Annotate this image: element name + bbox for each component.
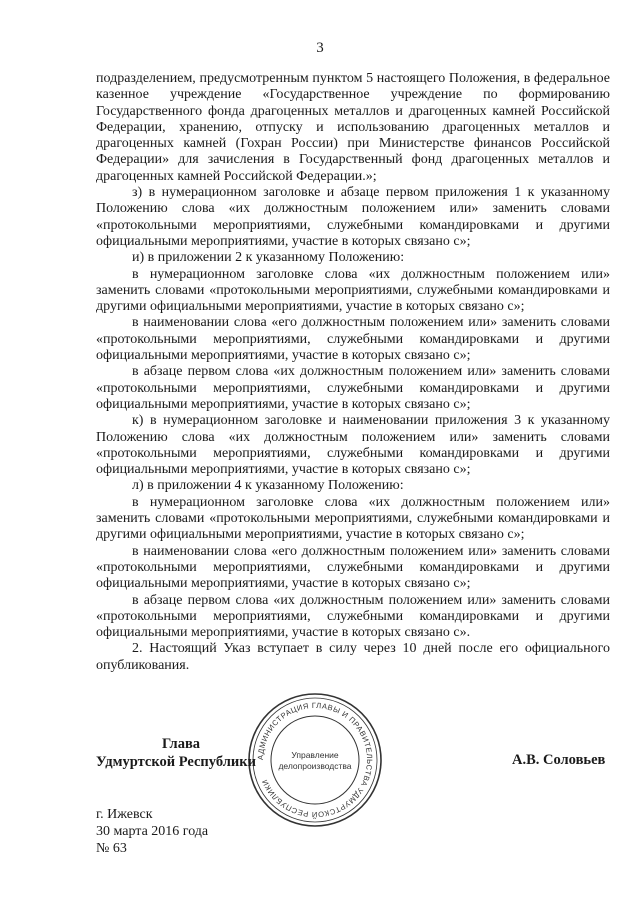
seal-ring-text: АДМИНИСТРАЦИЯ ГЛАВЫ И ПРАВИТЕЛЬСТВА УДМУРТСКОЙ РЕСПУБЛИКИ <box>255 700 375 820</box>
signatory-name: А.В. Соловьев <box>512 752 606 768</box>
paragraph: в абзаце первом слова «их должностным положением или» заменить словами «протокольными мероприятиями, служебными командировками и другими официальными мероприятиями, участие в которых связано с»; <box>96 364 610 412</box>
signatory-title <box>96 735 286 771</box>
paragraph: к) в нумерационном заголовке и наименовании приложения 3 к указанному Положению слова «их должностным положением или» заменить словами «протокольными мероприятиями, служебными командировками и другими официальными мероприятиями, участие в которых связано с»; <box>96 413 610 478</box>
signatory-title-line1: Глава <box>161 736 201 752</box>
paragraph: л) в приложении 4 к указанному Положению: <box>132 478 404 494</box>
paragraph: в абзаце первом слова «их должностным положением или» заменить словами «протокольными мероприятиями, служебными командировками и другими официальными мероприятиями, участие в которых связано с». <box>96 592 610 641</box>
city: г. Ижевск <box>96 807 153 822</box>
paragraph: и) в приложении 2 к указанному Положению: <box>132 250 405 266</box>
signatory-title-line2: Удмуртской Республики <box>96 754 256 770</box>
seal-center-line1: Управление <box>291 750 339 760</box>
document-date: 30 марта 2016 года <box>96 824 209 839</box>
document-footer <box>96 806 208 857</box>
page-number: 3 <box>316 40 324 56</box>
paragraph: в нумерационном заголовке слова «их должностным положением или» заменить словами «протокольными мероприятиями, служебными командировками и другими официальными мероприятиями, участие в которых связано с»; <box>96 266 610 315</box>
paragraph: в наименовании слова «его должностным положением или» заменить словами «протокольными мероприятиями, служебными командировками и другими официальными мероприятиями, участие в которых связано с»; <box>96 543 610 592</box>
seal-center-line2: делопроизводства <box>278 761 352 771</box>
document-body <box>96 71 610 674</box>
paragraph: 2. Настоящий Указ вступает в силу через 10 дней после его официального опубликования. <box>96 641 610 673</box>
paragraph: в нумерационном заголовке слова «их должностным положением или» заменить словами «протокольными мероприятиями, служебными командировками и другими официальными мероприятиями, участие в которых связано с»; <box>96 494 610 543</box>
paragraph: в наименовании слова «его должностным положением или» заменить словами «протокольными мероприятиями, служебными командировками и другими официальными мероприятиями, участие в которых связано с»; <box>96 315 610 364</box>
document-number: № 63 <box>96 841 127 856</box>
paragraph: з) в нумерационном заголовке и абзаце первом приложения 1 к указанному Положению слова «их должностным положением или» заменить словами «протокольными мероприятиями, служебными командировками и другими официальными мероприятиями, участие в которых связано с»; <box>96 185 610 249</box>
paragraph: подразделением, предусмотренным пунктом 5 настоящего Положения, в федеральное казенное учреждение «Государственное учреждение по формированию Государственного фонда драгоценных металлов и драгоценных камней Российской Федерации, хранению, отпуску и использованию драгоценных металлов и драгоценных камней (Гохран России) при Министерстве финансов Российской Федерации» для зачисления в Государственный фонд драгоценных металлов и драгоценных камней Российской Федерации.»; <box>96 71 610 184</box>
